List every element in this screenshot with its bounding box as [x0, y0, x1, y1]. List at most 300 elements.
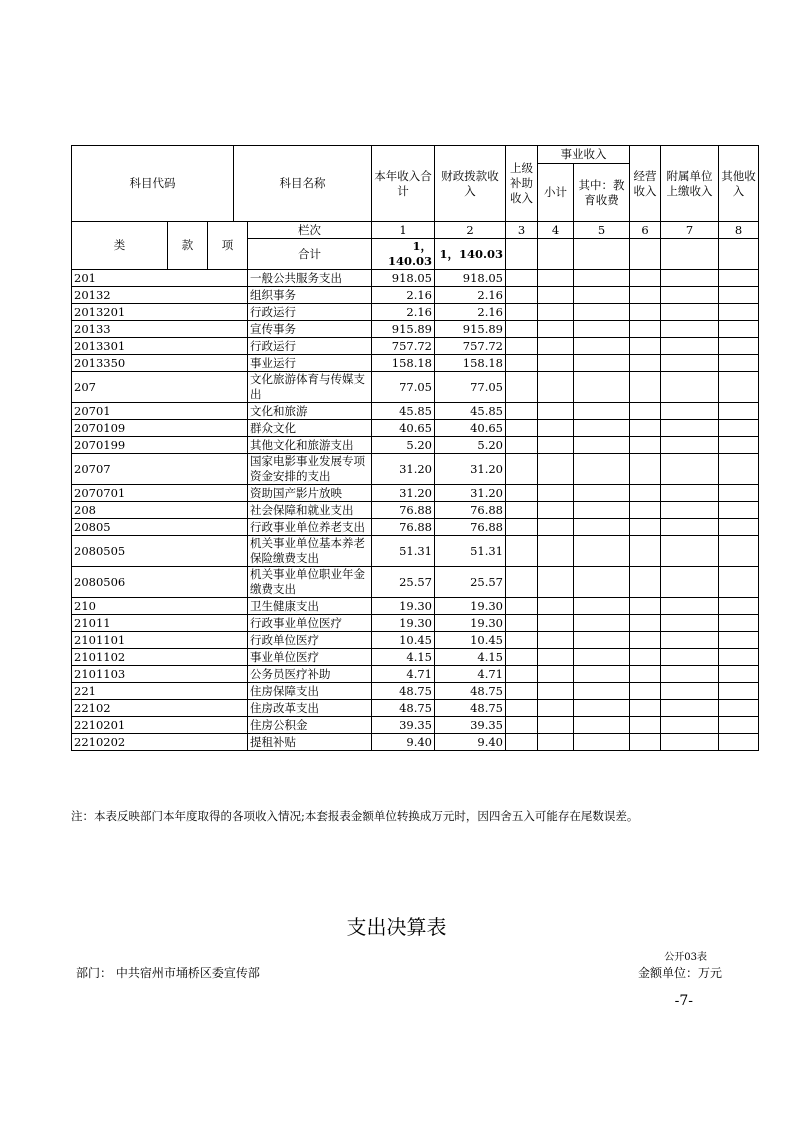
header-operating: 经营收入 — [630, 146, 661, 222]
col-num-2: 2 — [435, 222, 506, 239]
row-empty-cell — [630, 502, 661, 519]
row-empty-cell — [630, 717, 661, 734]
row-fiscal: 48.75 — [435, 683, 506, 700]
header-kuan: 款 — [168, 222, 208, 270]
row-total-income: 31.20 — [372, 485, 435, 502]
row-name: 文化和旅游 — [248, 403, 372, 420]
row-empty-cell — [538, 355, 574, 372]
row-empty-cell — [574, 355, 630, 372]
row-empty-cell — [661, 598, 719, 615]
row-code: 2080505 — [72, 536, 248, 567]
row-empty-cell — [661, 649, 719, 666]
row-empty-cell — [506, 536, 538, 567]
row-empty-cell — [574, 485, 630, 502]
row-total-income: 45.85 — [372, 403, 435, 420]
table-row — [72, 734, 759, 751]
row-total-income: 48.75 — [372, 683, 435, 700]
row-empty-cell — [506, 683, 538, 700]
row-empty-cell — [719, 567, 759, 598]
row-fiscal: 31.20 — [435, 454, 506, 485]
header-lei: 类 — [72, 222, 168, 270]
header-subtotal: 小计 — [538, 164, 574, 222]
row-total-income: 40.65 — [372, 420, 435, 437]
row-empty-cell — [574, 536, 630, 567]
row-empty-cell — [538, 536, 574, 567]
row-code: 2210201 — [72, 717, 248, 734]
row-empty-cell — [719, 536, 759, 567]
row-total-income: 2.16 — [372, 304, 435, 321]
row-total-income: 158.18 — [372, 355, 435, 372]
row-empty-cell — [630, 321, 661, 338]
row-code: 20132 — [72, 287, 248, 304]
table-row — [72, 437, 759, 454]
income-table — [71, 145, 759, 751]
row-total-income: 39.35 — [372, 717, 435, 734]
row-empty-cell — [661, 355, 719, 372]
row-empty-cell — [506, 615, 538, 632]
row-empty-cell — [506, 355, 538, 372]
col-num-1: 1 — [372, 222, 435, 239]
row-empty-cell — [506, 437, 538, 454]
row-empty-cell — [719, 454, 759, 485]
row-empty-cell — [538, 632, 574, 649]
row-empty-cell — [719, 355, 759, 372]
row-fiscal: 918.05 — [435, 270, 506, 287]
row-empty-cell — [661, 454, 719, 485]
row-total-income: 19.30 — [372, 615, 435, 632]
row-empty-cell — [574, 700, 630, 717]
col-num-5: 5 — [574, 222, 630, 239]
row-code: 207 — [72, 372, 248, 403]
row-name: 住房公积金 — [248, 717, 372, 734]
row-fiscal: 915.89 — [435, 321, 506, 338]
row-empty-cell — [574, 454, 630, 485]
row-empty-cell — [506, 485, 538, 502]
row-code: 2070109 — [72, 420, 248, 437]
table-row — [72, 454, 759, 485]
row-fiscal: 9.40 — [435, 734, 506, 751]
row-empty-cell — [574, 502, 630, 519]
row-empty-cell — [661, 304, 719, 321]
row-empty-cell — [661, 519, 719, 536]
row-empty-cell — [538, 567, 574, 598]
table-row — [72, 567, 759, 598]
amount-unit: 金额单位：万元 — [637, 966, 722, 980]
row-empty-cell — [538, 372, 574, 403]
row-empty-cell — [574, 372, 630, 403]
row-empty-cell — [574, 649, 630, 666]
row-empty-cell — [719, 420, 759, 437]
row-empty-cell — [630, 567, 661, 598]
row-empty-cell — [506, 632, 538, 649]
row-code: 2013201 — [72, 304, 248, 321]
row-empty-cell — [661, 536, 719, 567]
row-empty-cell — [661, 270, 719, 287]
row-empty-cell — [719, 321, 759, 338]
table-row — [72, 420, 759, 437]
table-row — [72, 632, 759, 649]
row-code: 20133 — [72, 321, 248, 338]
row-name: 国家电影事业发展专项资金安排的支出 — [248, 454, 372, 485]
row-total-income: 51.31 — [372, 536, 435, 567]
row-fiscal: 25.57 — [435, 567, 506, 598]
row-empty-cell — [538, 270, 574, 287]
row-total-income: 31.20 — [372, 454, 435, 485]
col-num-3: 3 — [506, 222, 538, 239]
row-empty-cell — [506, 403, 538, 420]
col-num-4: 4 — [538, 222, 574, 239]
row-fiscal: 4.71 — [435, 666, 506, 683]
row-fiscal: 2.16 — [435, 304, 506, 321]
col-num-7: 7 — [661, 222, 719, 239]
row-total-income: 9.40 — [372, 734, 435, 751]
row-name: 卫生健康支出 — [248, 598, 372, 615]
row-name: 公务员医疗补助 — [248, 666, 372, 683]
row-empty-cell — [630, 649, 661, 666]
row-code: 2070199 — [72, 437, 248, 454]
row-empty-cell — [506, 598, 538, 615]
row-empty-cell — [630, 270, 661, 287]
row-total-income: 2.16 — [372, 287, 435, 304]
row-empty-cell — [574, 734, 630, 751]
row-empty-cell — [630, 403, 661, 420]
row-empty-cell — [630, 598, 661, 615]
row-fiscal: 757.72 — [435, 338, 506, 355]
row-empty-cell — [630, 536, 661, 567]
row-total-income: 4.15 — [372, 649, 435, 666]
row-total-income: 10.45 — [372, 632, 435, 649]
row-empty-cell — [574, 598, 630, 615]
table-row — [72, 485, 759, 502]
row-empty-cell — [719, 403, 759, 420]
row-name: 提租补贴 — [248, 734, 372, 751]
row-name: 行政运行 — [248, 338, 372, 355]
row-code: 2013301 — [72, 338, 248, 355]
next-table-title: 支出决算表 — [346, 915, 447, 939]
row-empty-cell — [574, 683, 630, 700]
row-name: 机关事业单位职业年金缴费支出 — [248, 567, 372, 598]
row-name: 行政事业单位养老支出 — [248, 519, 372, 536]
header-lanci: 栏次 — [248, 222, 372, 239]
row-name: 资助国产影片放映 — [248, 485, 372, 502]
row-total-income: 5.20 — [372, 437, 435, 454]
row-empty-cell — [661, 437, 719, 454]
row-empty-cell — [661, 287, 719, 304]
row-empty-cell — [506, 666, 538, 683]
header-total-income: 本年收入合计 — [372, 146, 435, 222]
row-fiscal: 31.20 — [435, 485, 506, 502]
row-empty-cell — [719, 717, 759, 734]
row-empty-cell — [538, 502, 574, 519]
total-label: 合计 — [248, 239, 372, 270]
row-empty-cell — [506, 338, 538, 355]
table-row — [72, 403, 759, 420]
row-empty-cell — [630, 485, 661, 502]
row-name: 文化旅游体育与传媒支出 — [248, 372, 372, 403]
table-row — [72, 649, 759, 666]
row-fiscal: 40.65 — [435, 420, 506, 437]
row-empty-cell — [538, 403, 574, 420]
row-empty-cell — [719, 666, 759, 683]
row-empty-cell — [630, 632, 661, 649]
row-empty-cell — [630, 734, 661, 751]
header-other: 其他收入 — [719, 146, 759, 222]
row-empty-cell — [506, 321, 538, 338]
row-code: 210 — [72, 598, 248, 615]
row-empty-cell — [538, 287, 574, 304]
row-empty-cell — [661, 321, 719, 338]
header-superior: 上级补助收入 — [506, 146, 538, 222]
row-empty-cell — [506, 454, 538, 485]
row-name: 其他文化和旅游支出 — [248, 437, 372, 454]
page-number: -7- — [674, 993, 693, 1009]
row-code: 2101103 — [72, 666, 248, 683]
row-empty-cell — [574, 437, 630, 454]
row-name: 行政运行 — [248, 304, 372, 321]
row-empty-cell — [661, 717, 719, 734]
row-fiscal: 4.15 — [435, 649, 506, 666]
row-empty-cell — [538, 420, 574, 437]
row-empty-cell — [630, 338, 661, 355]
department-label: 部门： 中共宿州市埇桥区委宣传部 — [76, 966, 260, 980]
row-empty-cell — [574, 632, 630, 649]
row-empty-cell — [630, 683, 661, 700]
row-empty-cell — [719, 287, 759, 304]
row-empty-cell — [538, 519, 574, 536]
row-total-income: 76.88 — [372, 502, 435, 519]
row-empty-cell — [630, 372, 661, 403]
row-empty-cell — [574, 304, 630, 321]
row-empty-cell — [538, 649, 574, 666]
row-code: 20701 — [72, 403, 248, 420]
header-education: 其中：教育收费 — [574, 164, 630, 222]
row-empty-cell — [661, 338, 719, 355]
row-code: 20805 — [72, 519, 248, 536]
table-row — [72, 519, 759, 536]
row-name: 一般公共服务支出 — [248, 270, 372, 287]
row-empty-cell — [719, 683, 759, 700]
row-name: 机关事业单位基本养老保险缴费支出 — [248, 536, 372, 567]
col-num-6: 6 — [630, 222, 661, 239]
row-empty-cell — [574, 270, 630, 287]
row-total-income: 19.30 — [372, 598, 435, 615]
row-empty-cell — [661, 632, 719, 649]
header-name: 科目名称 — [234, 146, 372, 222]
row-name: 行政单位医疗 — [248, 632, 372, 649]
table-row — [72, 615, 759, 632]
row-empty-cell — [630, 519, 661, 536]
row-empty-cell — [506, 567, 538, 598]
row-empty-cell — [719, 700, 759, 717]
row-empty-cell — [506, 270, 538, 287]
row-empty-cell — [574, 287, 630, 304]
row-empty-cell — [661, 403, 719, 420]
row-empty-cell — [719, 734, 759, 751]
row-total-income: 918.05 — [372, 270, 435, 287]
row-empty-cell — [574, 338, 630, 355]
row-fiscal: 77.05 — [435, 372, 506, 403]
form-number: 公开03表 — [664, 952, 707, 963]
row-empty-cell — [661, 700, 719, 717]
row-empty-cell — [538, 598, 574, 615]
row-empty-cell — [630, 454, 661, 485]
row-empty-cell — [506, 304, 538, 321]
row-empty-cell — [630, 304, 661, 321]
row-empty-cell — [630, 287, 661, 304]
table-row — [72, 502, 759, 519]
row-empty-cell — [538, 683, 574, 700]
header-fiscal: 财政拨款收入 — [435, 146, 506, 222]
row-code: 221 — [72, 683, 248, 700]
row-empty-cell — [719, 598, 759, 615]
row-code: 2101101 — [72, 632, 248, 649]
row-empty-cell — [661, 666, 719, 683]
row-empty-cell — [661, 485, 719, 502]
row-fiscal: 51.31 — [435, 536, 506, 567]
row-empty-cell — [574, 519, 630, 536]
row-empty-cell — [538, 615, 574, 632]
row-fiscal: 45.85 — [435, 403, 506, 420]
row-empty-cell — [719, 649, 759, 666]
row-fiscal: 19.30 — [435, 615, 506, 632]
row-fiscal: 19.30 — [435, 598, 506, 615]
row-code: 2080506 — [72, 567, 248, 598]
row-empty-cell — [661, 567, 719, 598]
row-empty-cell — [538, 304, 574, 321]
row-empty-cell — [661, 683, 719, 700]
row-empty-cell — [574, 717, 630, 734]
row-total-income: 915.89 — [372, 321, 435, 338]
row-total-income: 757.72 — [372, 338, 435, 355]
row-empty-cell — [538, 338, 574, 355]
row-total-income: 77.05 — [372, 372, 435, 403]
row-fiscal: 10.45 — [435, 632, 506, 649]
row-code: 2070701 — [72, 485, 248, 502]
row-fiscal: 158.18 — [435, 355, 506, 372]
row-empty-cell — [719, 502, 759, 519]
table-row — [72, 683, 759, 700]
row-empty-cell — [719, 372, 759, 403]
row-empty-cell — [719, 437, 759, 454]
row-fiscal: 48.75 — [435, 700, 506, 717]
row-empty-cell — [506, 519, 538, 536]
header-business: 事业收入 — [538, 146, 630, 164]
row-code: 20707 — [72, 454, 248, 485]
row-empty-cell — [574, 666, 630, 683]
row-empty-cell — [719, 270, 759, 287]
table-row — [72, 372, 759, 403]
row-empty-cell — [630, 355, 661, 372]
row-empty-cell — [506, 420, 538, 437]
row-empty-cell — [630, 420, 661, 437]
row-empty-cell — [630, 615, 661, 632]
row-fiscal: 76.88 — [435, 502, 506, 519]
row-code: 208 — [72, 502, 248, 519]
row-empty-cell — [506, 734, 538, 751]
row-empty-cell — [574, 567, 630, 598]
row-empty-cell — [574, 321, 630, 338]
row-name: 事业单位医疗 — [248, 649, 372, 666]
row-empty-cell — [538, 321, 574, 338]
row-name: 住房保障支出 — [248, 683, 372, 700]
table-row — [72, 717, 759, 734]
row-code: 2210202 — [72, 734, 248, 751]
row-empty-cell — [538, 666, 574, 683]
row-empty-cell — [506, 502, 538, 519]
row-empty-cell — [574, 615, 630, 632]
row-fiscal: 2.16 — [435, 287, 506, 304]
row-empty-cell — [630, 437, 661, 454]
row-total-income: 48.75 — [372, 700, 435, 717]
table-row — [72, 287, 759, 304]
row-fiscal: 5.20 — [435, 437, 506, 454]
row-name: 社会保障和就业支出 — [248, 502, 372, 519]
row-fiscal: 76.88 — [435, 519, 506, 536]
table-row — [72, 700, 759, 717]
row-empty-cell — [719, 304, 759, 321]
row-code: 2013350 — [72, 355, 248, 372]
row-empty-cell — [661, 615, 719, 632]
row-empty-cell — [538, 700, 574, 717]
row-fiscal: 39.35 — [435, 717, 506, 734]
total-c2: 1，140.03 — [435, 239, 506, 270]
row-empty-cell — [574, 420, 630, 437]
table-row — [72, 321, 759, 338]
row-empty-cell — [661, 420, 719, 437]
table-row — [72, 304, 759, 321]
row-name: 组织事务 — [248, 287, 372, 304]
row-name: 事业运行 — [248, 355, 372, 372]
row-code: 22102 — [72, 700, 248, 717]
row-empty-cell — [538, 485, 574, 502]
row-total-income: 76.88 — [372, 519, 435, 536]
row-name: 宣传事务 — [248, 321, 372, 338]
row-empty-cell — [506, 717, 538, 734]
col-num-8: 8 — [719, 222, 759, 239]
header-code: 科目代码 — [72, 146, 234, 222]
row-empty-cell — [661, 502, 719, 519]
row-empty-cell — [719, 632, 759, 649]
row-code: 21011 — [72, 615, 248, 632]
row-code: 201 — [72, 270, 248, 287]
table-row — [72, 536, 759, 567]
row-empty-cell — [506, 287, 538, 304]
row-empty-cell — [538, 717, 574, 734]
table-row — [72, 598, 759, 615]
row-name: 住房改革支出 — [248, 700, 372, 717]
row-empty-cell — [661, 372, 719, 403]
row-empty-cell — [506, 649, 538, 666]
row-empty-cell — [538, 734, 574, 751]
row-empty-cell — [630, 700, 661, 717]
table-row — [72, 338, 759, 355]
table-row — [72, 270, 759, 287]
row-total-income: 4.71 — [372, 666, 435, 683]
row-empty-cell — [630, 666, 661, 683]
row-empty-cell — [538, 454, 574, 485]
row-empty-cell — [719, 519, 759, 536]
table-note: 注：本表反映部门本年度取得的各项收入情况;本套报表金额单位转换成万元时，因四舍五入可能存在尾数误差。 — [71, 809, 639, 823]
row-code: 2101102 — [72, 649, 248, 666]
row-empty-cell — [719, 338, 759, 355]
header-affiliated: 附属单位上缴收入 — [661, 146, 719, 222]
row-name: 行政事业单位医疗 — [248, 615, 372, 632]
row-empty-cell — [506, 372, 538, 403]
table-row — [72, 666, 759, 683]
table-row — [72, 355, 759, 372]
row-empty-cell — [719, 615, 759, 632]
row-empty-cell — [719, 485, 759, 502]
